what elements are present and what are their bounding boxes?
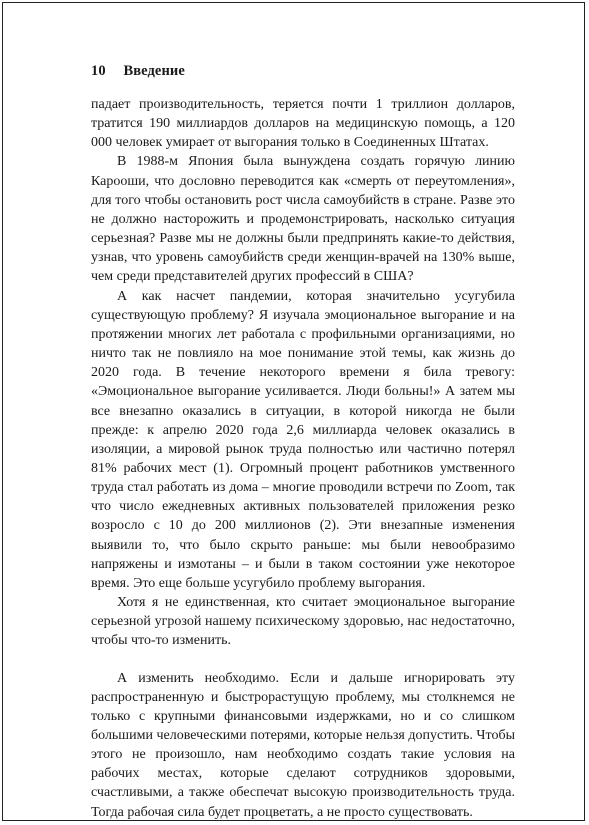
page-number: 10	[91, 63, 106, 79]
paragraph-pandemic: А как насчет пандемии, которая значительно усугубила существующую проблему? Я изучала эмоциональное выгорание и на протяжении многих лет работала с профильными организациями, но ничто так не повлияло на мое понимание этой темы, как жизнь до 2020 года. В течение некоторого времени я била тревогу: «Эмоциональное выгорание усиливается. Люди больны!» А затем мы все внезапно оказались в ситуации, в которой никогда не были прежде: к апрелю 2020 года 2,6 миллиарда человек оказались в изоляции, а мировой рынок труда полностью или частично потерял 81% рабочих мест (1). Огромный процент работников умственного труда стал работать из дома – многие проводили встречи по Zoom, так что число ежедневных активных пользователей приложения резко возросло с 10 до 200 миллионов (2). Эти внезапные изменения выявили то, что было скрыто раньше: мы были невообразимо напряжены и измотаны – и были в таком состоянии уже некоторое время. Это еще больше усугубило проблему выгорания.	[91, 288, 515, 591]
running-header	[91, 63, 185, 80]
section-title: Введение	[123, 63, 185, 79]
body-text	[91, 95, 515, 822]
paragraph-continuation: падает производительность, теряется почти 1 триллион долларов, тратится 190 миллиардов долларов на медицинскую помощь, а 120 000 человек умирает от выгорания только в Соединенных Штатах.	[91, 97, 515, 151]
paragraph-karoshi: В 1988-м Япония была вынуждена создать горячую линию Карооши, что дословно переводится как «смерть от переутомления», для того чтобы остановить рост числа самоубийств в стране. Разве это не должно насторожить и продемонстрировать, насколько ситуация серьезная? Разве мы не должны были предпринять какие-то действия, узнав, что уровень самоубийств среди женщин-врачей на 130% выше, чем среди представителей других профессий в США?	[91, 154, 515, 285]
paragraph-change-needed: А изменить необходимо. Если и дальше игнорировать эту распространенную и быстрорастущую проблему, мы столкнемся не только с крупными финансовыми издержками, но и со слишком большими человеческими потерями, которые нельзя допустить. Чтобы этого не произошло, нам необходимо создать такие условия на рабочих местах, которые сделают сотрудников здоровыми, счастливыми, а также обеспечат высокую производительность труда. Тогда рабочая сила будет процветать, а не просто существовать.	[91, 670, 515, 820]
paragraph-not-alone: Хотя я не единственная, кто считает эмоциональное выгорание серьезной угрозой нашему психическому здоровью, нас недостаточно, чтобы что-то изменить.	[91, 595, 515, 649]
